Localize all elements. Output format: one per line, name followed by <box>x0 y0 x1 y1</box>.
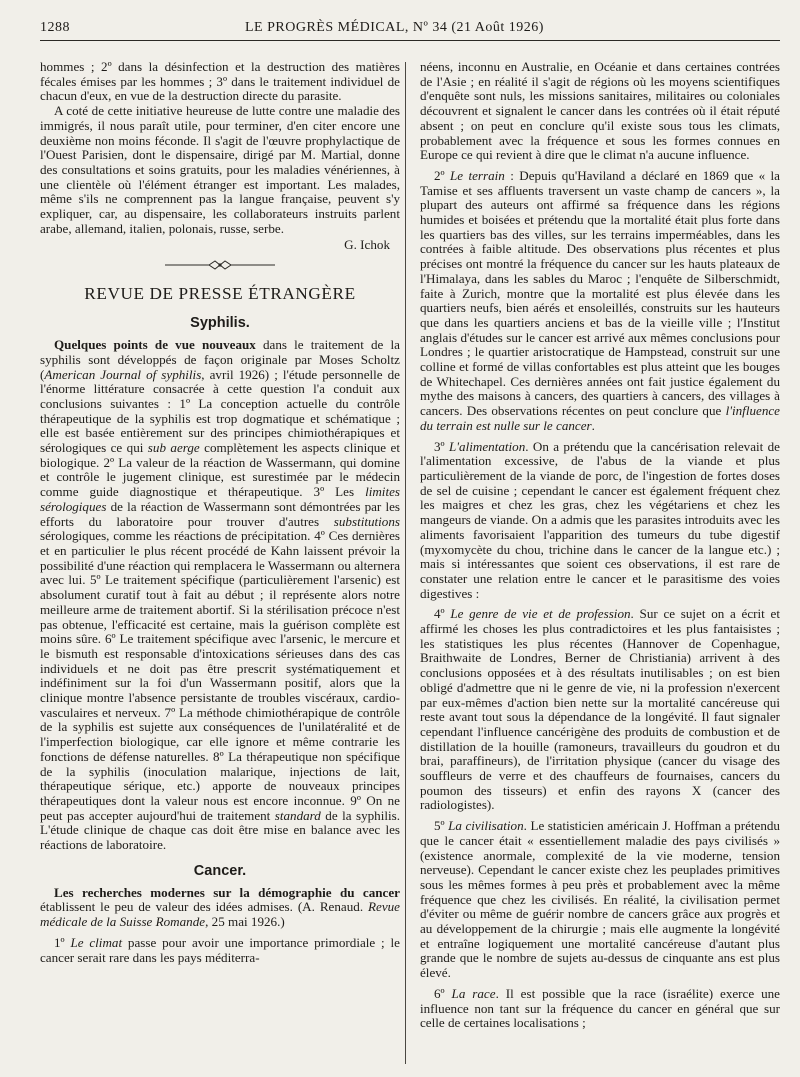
subsection-title-syphilis: Syphilis. <box>190 315 250 332</box>
article-lead: Quelques points de vue nouveaux <box>54 337 256 353</box>
paragraph: 1º Le climat passe pour avoir une importance primordiale ; le cancer serait rare dans les pays méditerra- <box>40 934 400 965</box>
syphilis-article: Quelques points de vue nouveaux dans le traitement de la syphilis sont développés de façon originale par Moses Scholtz (American Journal of syphilis, avril 1926) ; l'étude personnelle de l'énorme littérature consacrée à cette question l'a conduit aux conclusions suivantes : 1º La conception actuelle du contrôle thérapeutique de la syphilis est trop dogmatique et schématique ; elle est basée entièrement sur des principes chimiothérapiques et sérologiques ce qui sub aerge complètement les aspects clinique et biologique. 2º La valeur de la réaction de Wassermann, qui domine et contrôle le jugement clinique, est surestimée par le médecin comme guide diagnostique et thérapeutique. 3º Les limites sérologiques de la réaction de Wassermann sont démontrées par les efforts du laboratoire pour trouver d'autres substitutions sérologiques, comme les réactions de précipitation. 4º Ces dernières et en particulier le plus récent procédé de Kahn laissent prévoir la possibilité d'une réaction qui remplacera le Wassermann ou alternera avec lui. 5º Le traitement spécifique (particulièrement l'arsenic) est absolument curatif tout à fait au début ; il représente alors notre meilleure arme de traitement abortif. Si la stérilisation précoce n'est pas obtenue, l'efficacité est certaine, mais la guérison complète est moins sûre. 6º Le traitement spécifique avec l'arsenic, le mercure et le bismuth est responsable d'intoxications sérieuses dans des cas individuels et ne doit pas être prescrit systématiquement et indéfiniment sur la foi d'un Wassermann positif, alors que la clinique montre l'absence persistante de troubles viscéraux, cardio-vasculaires et nerveux. 7º La méthode chimiothérapique de contrôle de la syphilis est sujette aux conséquences de l'unilatéralité et de l'imperfection biologique, car elle ignore et même contrarie les fonctions de défense naturelles. 8º La thérapeutique non spécifique de la syphilis (inoculation malarique, injections de lait, thérapeutique sérique, etc.) apporte de nouveaux principes thérapeutiques dont la valeur nous est encore inconnue. 9º On ne peut pas accepter aujourd'hui de traitement standard de la syphilis. L'étude clinique de chaque cas doit être mise en balance avec les réactions de laboratoire. <box>40 337 400 853</box>
paragraph: 6º La race. Il est possible que la race (israélite) exerce une influence non tant sur la fréquence du cancer en général que sur celle de certaines localisations ; <box>420 985 780 1031</box>
cancer-article: Les recherches modernes sur la démographie du cancer établissent le peu de valeur des idées admises. (A. Renaud. Revue médicale de la Suisse Romande, 25 mai 1926.) <box>40 884 400 930</box>
journal-title: LE PROGRÈS MÉDICAL, Nº 34 (21 Août 1926) <box>245 20 544 35</box>
source-journal: Revue médicale de la Suisse Romande <box>40 899 400 930</box>
paragraph: A coté de cette initiative heureuse de lutte contre une maladie des immigrés, il nous paraît utile, pour terminer, d'en citer encore une deuxième non moins féconde. Il s'agit de l'œuvre prophylactique de l'Ouest Parisien, dont le dispensaire, dirigé par M. Martial, donne des consultations et soins gratuits, pour les maladies vénériennes, à une clientèle où l'élément étranger est important. Les malades, même s'ils ne comprennent pas la langue française, peuvent s'y expliquer, car, au dispensaire, les collaborateurs instruits parlent arabe, allemand, italien, polonais, russe, serbe. <box>40 103 400 236</box>
author-signature: G. Ichok <box>344 237 390 253</box>
right-column <box>420 60 780 1070</box>
subsection-title-cancer: Cancer. <box>193 862 247 879</box>
header-rule <box>40 40 780 41</box>
source-journal: American Journal of syphilis <box>44 366 202 382</box>
column-divider <box>405 62 406 1064</box>
paragraph: hommes ; 2º dans la désinfection et la destruction des matières fécales émises par les hommes ; 3º dans le traitement individuel de chacun d'eux, en vue de la destruction directe du parasite. <box>40 60 400 104</box>
ornament-divider <box>40 259 400 273</box>
section-title: REVUE DE PRESSE ÉTRANGÈRE <box>84 284 356 304</box>
paragraph: 2º Le terrain : Depuis qu'Haviland a déclaré en 1869 que « la Tamise et ses affluents traversent un vaste champ de cancers », la plupart des auteurs ont affirmé sa fréquence dans les régions humides et boisées et prétendu que la mortalité était plus forte dans les quartiers bas des villes, sur les terrains imperméables, dans les contrées à faible altitude. Des observations plus récentes et plus précises ont montré la fréquence du cancer sur les hauts plateaux de l'Himalaya, dans les sables du Maroc ; l'enquête de Silberschmidt, faite à Zurich, montre que la mortalité est plus élevée dans les quartiers neufs, bien aérés et ensoleillés, construits sur les hauteurs que dans les quartiers anciens et bas de la vieille ville ; l'Institut anglais d'études sur le cancer est arrivé aux mêmes conclusions pour Londres ; le quartier aristocratique de Hampstead, construit sur une colline et formé de villas confortables est plus atteint que les bouges de Whitechapel. Ces dernières années ont fait justice également du mythe des maisons à cancers, des quartiers à cancers, des villages à cancers. Des observations récentes on peut conclure que l'influence du terrain est nulle sur le cancer. <box>420 167 780 433</box>
page-number: 1288 <box>40 20 70 35</box>
paragraph: 5º La civilisation. Le statisticien américain J. Hoffman a prétendu que le cancer était « essentiellement maladie des pays civilisés » (existence anormale, complexité de la vie moderne, tension nerveuse). Cependant le cancer existe chez les peuplades primitives sous les mêmes formes à peu près et probablement avec la même fréquence que chez les civilisés. En réalité, la civilisation permet d'éviter ou même de guérir nombre de cancers grâce aux progrès et au développement de la chirurgie ; mais elle augmente la longévité et entraîne logiquement une mortalité cancéreuse d'autant plus grande que le nombre de sujets au-dessus de cinquante ans est plus élevé. <box>420 818 780 981</box>
paragraph: néens, inconnu en Australie, en Océanie et dans certaines contrées de l'Asie ; en réalité il s'agit de régions où les moyens scientifiques d'enquête sont nuls, les missions sanitaires, militaires ou coloniales découvrent et signalent le cancer dans les contrées où il était réputé absent ; on peut en conclure qu'il existe sous tous les climats, probablement avec la fréquence et sous les formes connues en Europe ce qui revient à dire que le climat n'a aucune influence. <box>420 60 780 163</box>
paragraph: 4º Le genre de vie et de profession. Sur ce sujet on a écrit et affirmé les choses les plus contradictoires et les plus fantaisistes ; les statistiques les plus récentes (Hannover de Copenhague, Braithwaite de Londres, Berner de Christiania) arrivent à des conclusions opposées et à des résultats inutilisables ; on est bien obligé d'admettre que ni le genre de vie, ni la profession n'exercent par eux-mêmes d'action bien nette sur la mortalité cancéreuse qui reste avant tout sous la dépendance de la longévité. Il faut signaler cependant l'influence cancérigène des produits de combustion et de distillation de la houille (ramoneurs, travailleurs du goudron et du brai, paraffineurs), de l'irritation physique (cancer du visage des souffleurs de verre et des chauffeurs de fournaises, cancers du poumon des tisseurs) et enfin des rayons X (cancer des radiologistes). <box>420 606 780 813</box>
paragraph: 3º L'alimentation. On a prétendu que la cancérisation relevait de l'alimentation excessive, de l'abus de la viande et plus particulièrement de la viande de porc, de l'ingestion de fortes doses de sel de cuisine ; cependant le cancer est également fréquent chez les maigres et chez les gras, chez les végétariens et chez les mangeurs de viande. On a admis que les parasites introduits avec les aliments favorisaient l'apparition des tumeurs du tube digestif (myxomycète du chou, trichine dans le cancer de la langue etc.) ; mais si intéressantes que soient ces observations, il est rare de constater une relation entre le cancer et le parasitisme des voies digestives : <box>420 438 780 601</box>
left-column <box>40 60 400 1070</box>
article-lead: Les recherches modernes sur la démographie du cancer <box>54 884 400 900</box>
